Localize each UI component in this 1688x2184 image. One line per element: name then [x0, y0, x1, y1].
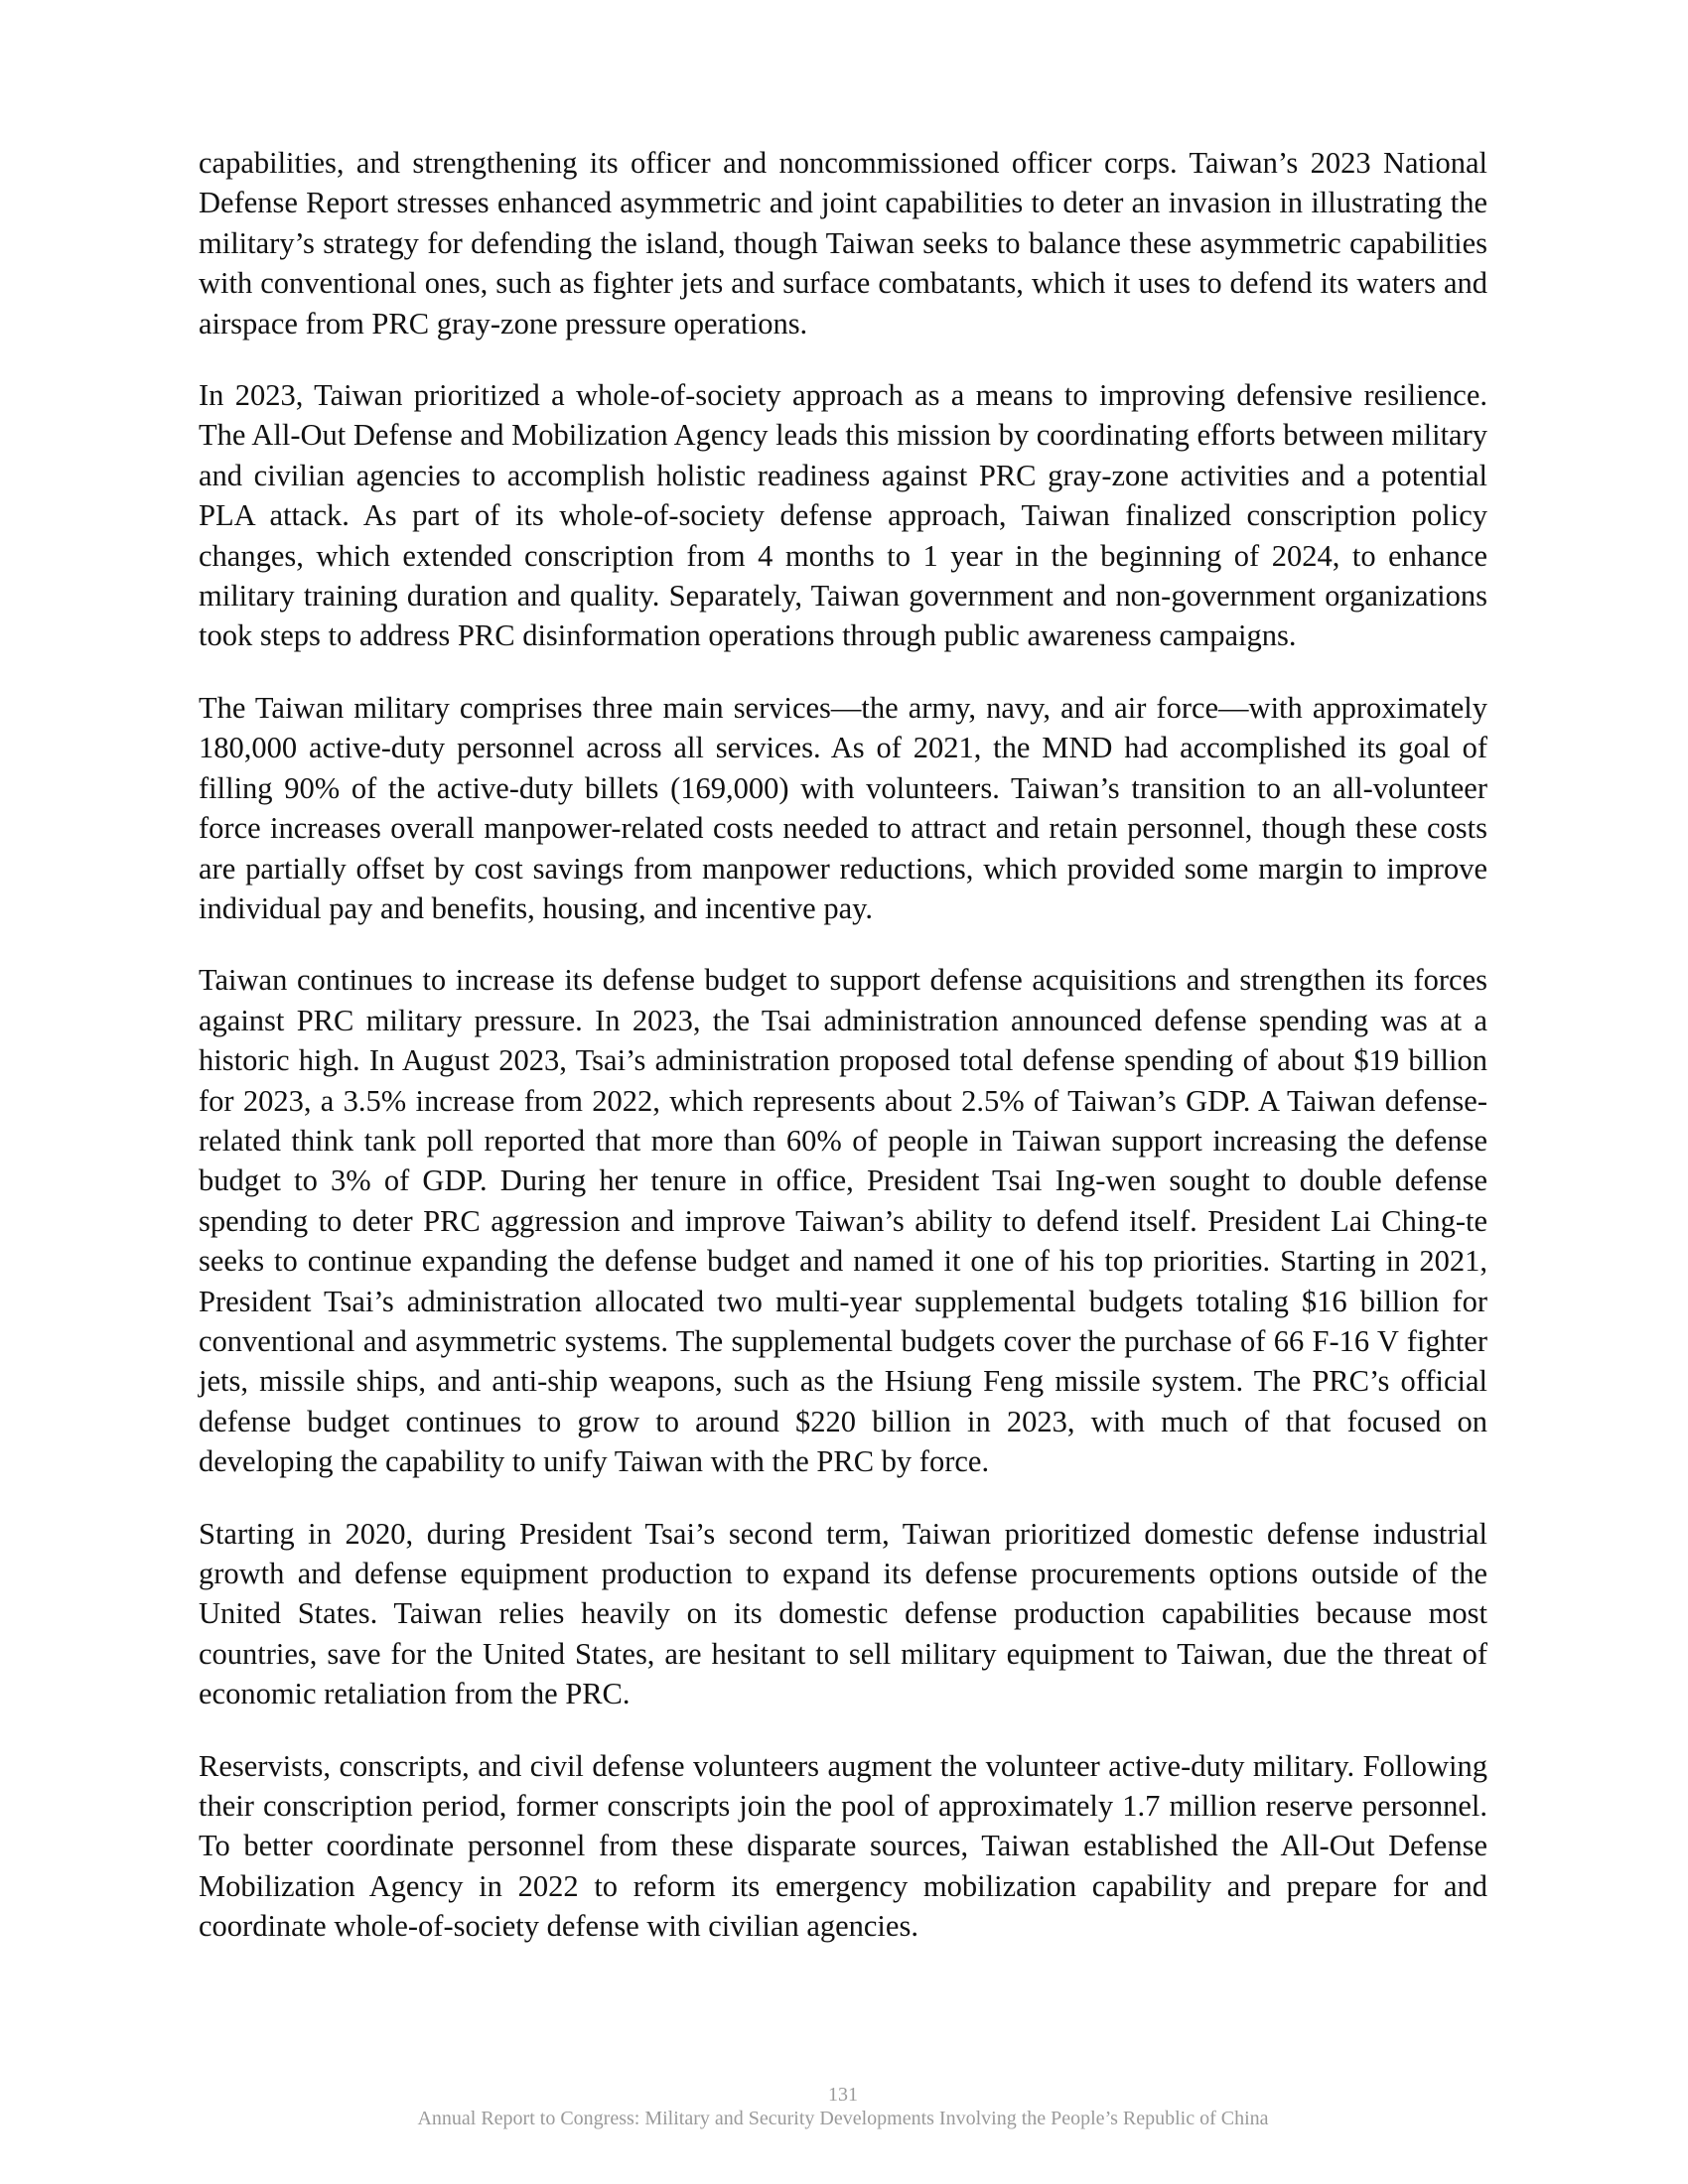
body-text [199, 143, 1487, 1979]
paragraph-military-services: The Taiwan military comprises three main services—the army, navy, and air force—with approximately 180,000 active-duty personnel across all services. As of 2021, the MND had accomplished its goal of filling 90% of the active-duty billets (169,000) with volunteers. Taiwan’s transition to an all-volunteer force increases overall manpower-related costs needed to attract and retain personnel, though these costs are partially offset by cost savings from manpower reductions, which provided some margin to improve individual pay and benefits, housing, and incentive pay. [199, 690, 1487, 925]
paragraph-officer-corps: capabilities, and strengthening its officer and noncommissioned officer corps. Taiwan’s 2023 National Defense Report stresses enhanced asymmetric and joint capabilities to deter an invasion in illustrating the military’s strategy for defending the island, though Taiwan seeks to balance these asymmetric capabilities with conventional ones, such as fighter jets and surface combatants, which it uses to defend its waters and airspace from PRC gray-zone pressure operations. [199, 146, 1487, 341]
paragraph-domestic-industry: Starting in 2020, during President Tsai’s second term, Taiwan prioritized domestic defense industrial growth and defense equipment production to expand its defense procurements options outside of the United States. Taiwan relies heavily on its domestic defense production capabilities because most countries, save for the United States, are hesitant to sell military equipment to Taiwan, due the threat of economic retaliation from the PRC. [199, 1516, 1487, 1711]
paragraph-defense-budget: Taiwan continues to increase its defense budget to support defense acquisitions and strengthen its forces against PRC military pressure. In 2023, the Tsai administration announced defense spending was at a historic high. In August 2023, Tsai’s administration proposed total defense spending of about $19 billion for 2023, a 3.5% increase from 2022, which represents about 2.5% of Taiwan’s GDP. A Taiwan defense-related think tank poll reported that more than 60% of people in Taiwan support increasing the defense budget to 3% of GDP. During her tenure in office, President Tsai Ing-wen sought to double defense spending to deter PRC aggression and improve Taiwan’s ability to defend itself. President Lai Ching-te seeks to continue expanding the defense budget and named it one of his top priorities. Starting in 2021, President Tsai’s administration allocated two multi-year supplemental budgets totaling $16 billion for conventional and asymmetric systems. The supplemental budgets cover the purchase of 66 F-16 V fighter jets, missile ships, and anti-ship weapons, such as the Hsiung Feng missile system. The PRC’s official defense budget continues to grow to around $220 billion in 2023, with much of that focused on developing the capability to unify Taiwan with the PRC by force. [199, 963, 1487, 1479]
paragraph-reservists: Reservists, conscripts, and civil defense volunteers augment the volunteer active-duty military. Following their conscription period, former conscripts join the pool of approximately 1.7 million reserve personnel. To better coordinate personnel from these disparate sources, Taiwan established the All-Out Defense Mobilization Agency in 2022 to reform its emergency mobilization capability and prepare for and coordinate whole-of-society defense with civilian agencies. [199, 1748, 1487, 1944]
paragraph-whole-of-society: In 2023, Taiwan prioritized a whole-of-society approach as a means to improving defensive resilience. The All-Out Defense and Mobilization Agency leads this mission by coordinating efforts between military and civilian agencies to accomplish holistic readiness against PRC gray-zone activities and a potential PLA attack. As part of its whole-of-society defense approach, Taiwan finalized conscription policy changes, which extended conscription from 4 months to 1 year in the beginning of 2024, to enhance military training duration and quality. Separately, Taiwan government and non-government organizations took steps to address PRC disinformation operations through public awareness campaigns. [199, 378, 1487, 653]
page-footer [199, 2083, 1487, 2130]
page-number: 131 [828, 2084, 858, 2106]
running-title: Annual Report to Congress: Military and Security Developments Involving the People’s Republic of China [417, 2108, 1269, 2129]
